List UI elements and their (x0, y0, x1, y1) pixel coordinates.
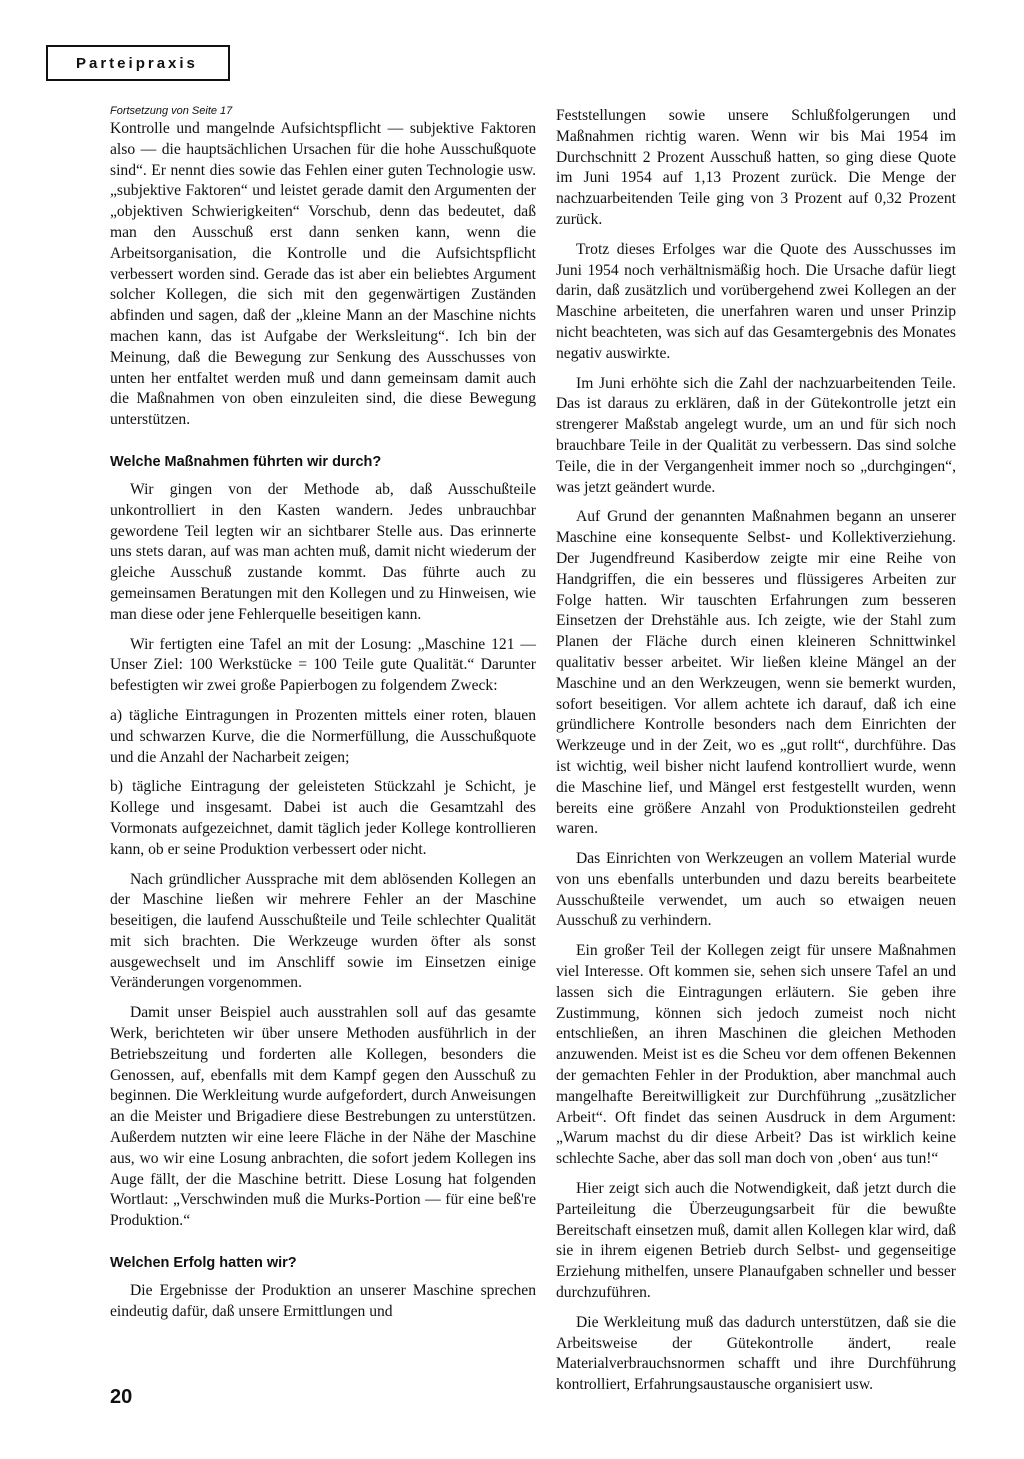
paragraph: Nach gründlicher Aussprache mit dem ablösenden Kollegen an der Maschine ließen wir mehrere Fehler an der Maschine beseitigen, die laufend Ausschußteile und Teile schlechter Qualität mit sich brachten. Die Werkzeuge wurden öfter als sonst ausgewechselt und im Anschliff sowie im Einsetzen einige Veränderungen vorgenommen. (110, 870, 536, 992)
paragraph: Hier zeigt sich auch die Notwendigkeit, daß jetzt durch die Parteileitung die Überzeugungsarbeit für die bewußte Bereitschaft einsetzen muß, damit allen Kollegen klar wird, daß sie in ihrem eigenen Betrieb durch Selbst- und gegenseitige Erziehung mithelfen, unsere Planaufgaben schneller und besser durchzuführen. (556, 1180, 956, 1302)
paragraph: Feststellungen sowie unsere Schlußfolgerungen und Maßnahmen richtig waren. Wenn wir bis Mai 1954 im Durchschnitt 2 Prozent Ausschuß hatten, so ging diese Quote im Juni 1954 auf 1,13 Prozent zurück. Die Menge der nachzuarbeitenden Teile ging von 3 Prozent auf 0,32 Prozent zurück. (556, 107, 956, 228)
section-heading: Welchen Erfolg hatten wir? (110, 1255, 297, 1272)
paragraph: Die Ergebnisse der Produktion an unserer Maschine sprechen eindeutig dafür, daß unsere Ermittlungen und (110, 1282, 536, 1320)
paragraph: Trotz dieses Erfolges war die Quote des Ausschusses im Juni 1954 noch verhältnismäßig hoch. Die Ursache dafür liegt darin, daß zusätzlich und vorübergehend zwei Kollegen an der Maschine arbeiteten, die unerfahren waren und unser Prinzip nicht beachteten, was sich auf das Gesamtergebnis des Monates negativ auswirkte. (556, 240, 956, 362)
paragraph: Wir fertigten eine Tafel an mit der Losung: „Maschine 121 — Unser Ziel: 100 Werkstücke = 100 Teile gute Qualität.“ Darunter befestigten wir zwei große Papierbogen zu folgendem Zweck: (110, 635, 536, 695)
paragraph: Kontrolle und mangelnde Aufsichtspflicht — subjektive Faktoren also — die hauptsächlichen Ursachen für die hohe Ausschußquote sind“. Er nennt dies sowie das Fehlen einer guten Technologie usw. „subjektive Faktoren“ und leistet gerade damit den Argumenten der „objektiven Schwierigkeiten“ Vorschub, denn das bedeutet, daß man den Ausschuß erst dann senken kann, wenn die Arbeitsorganisation, die Kontrolle und die Aufsichtspflicht verbessert worden sind. Gerade das ist aber ein beliebtes Argument solcher Kollegen, die sich mit den gegenwärtigen Zuständen abfinden und sagen, daß der „kleine Mann an der Maschine nichts machen kann, das ist Aufgabe der Werksleitung“. Ich bin der Meinung, daß die Bewegung zur Senkung des Ausschusses von unten her entfaltet werden muß und dann gemeinsam damit auch die Maßnahmen von oben einzuleiten sind, die diese Bewegung unterstützen. (110, 120, 536, 429)
section-header-label: Parteipraxis (76, 55, 198, 72)
paragraph: Das Einrichten von Werkzeugen an vollem Material wurde von uns ebenfalls unterbunden und dazu bereits bearbeitete Ausschußteile verwendet, um auch so etwaigen neuen Ausschuß zu verhindern. (556, 850, 956, 930)
paragraph: Die Werkleitung muß das dadurch unterstützen, daß sie die Arbeitsweise der Gütekontrolle ändert, reale Materialverbrauchsnormen schafft und ihre Durchführung kontrolliert, Erfahrungsaustausche organisiert usw. (556, 1313, 956, 1394)
continuation-note: Fortsetzung von Seite 17 (110, 105, 233, 117)
paragraph: Im Juni erhöhte sich die Zahl der nachzuarbeitenden Teile. Das ist daraus zu erklären, daß in der Gütekontrolle jetzt ein strengerer Maßstab angelegt wurde, um an und für sich noch brauchbare Teile in der Qualität zu verbessern. Das sind solche Teile, die in der Vergangenheit immer noch so „durchgingen“, was jetzt geändert wurde. (556, 374, 956, 496)
list-item: b) tägliche Eintragung der geleisteten Stückzahl je Schicht, je Kollege und insgesamt. Dabei ist auch die Gesamtzahl des Vormonats aufgezeichnet, damit täglich jeder Kollege kontrollieren kann, ob er seine Produktion verbessert oder nicht. (110, 778, 536, 858)
paragraph: Auf Grund der genannten Maßnahmen begann an unserer Maschine eine konsequente Selbst- und Kollektiverziehung. Der Jugendfreund Kasiberdow zeigte mir eine Reihe von Handgriffen, die ein besseres und flüssigeres Arbeiten zur Folge hatten. Wir tauschten Erfahrungen zum besseren Einsetzen der Drehstähle aus. Ich zeigte, wie der Stahl zum Planen der Fläche durch einen kleineren Schnittwinkel qualitativ besser arbeitet. Wir ließen kleine Mängel an der Maschine und an den Werkzeugen, wenn sie bemerkt wurden, sofort beseitigen. Vor allem achtete ich darauf, daß ich eine gründlichere Kontrolle besonders nach dem Einrichten der Werkzeuge und in der Zeit, wo es „gut rollt“, durchführe. Das ist wichtig, weil bisher nicht laufend kontrolliert wurde, wenn die Maschine lief, und Mängel erst festgestellt wurden, wenn bereits eine größere Anzahl von Produktionsteilen gedreht waren. (556, 508, 956, 838)
section-header-box (46, 45, 230, 81)
paragraph: Ein großer Teil der Kollegen zeigt für unsere Maßnahmen viel Interesse. Oft kommen sie, sehen sich unsere Tafel an und lassen sich die Eintragungen erläutern. Sie geben ihre Zustimmung, können sich jedoch zumeist noch nicht entschließen, an ihren Maschinen die gleichen Methoden anzuwenden. Meist ist es die Scheu vor dem offenen Bekennen der gemachten Fehler in der Produktion, aber manchmal auch mangelhafte Bereitwilligkeit zur Durchführung „zusätzlicher Arbeit“. Oft findet das seinen Ausdruck in dem Argument: „Warum machst du dir diese Arbeit? Das ist wirklich keine schlechte Sache, aber das soll man doch von ‚oben‘ aus tun!“ (556, 942, 956, 1168)
left-column (110, 104, 536, 1332)
paragraph: Wir gingen von der Methode ab, daß Ausschußteile unkontrolliert in den Kasten wandern. Jedes unbrauchbar gewordene Teil legten wir an sichtbarer Stelle aus. Das erinnerte uns stets daran, auf was man achten muß, damit nicht wiederum der gleiche Ausschuß zustande kommt. Das führte auch zu gemeinsamen Beratungen mit den Kollegen und zu Hinweisen, wie man diese oder jene Fehlerquelle beseitigen kann. (110, 480, 536, 623)
section-heading: Welche Maßnahmen führten wir durch? (110, 453, 382, 470)
page-number: 20 (110, 1386, 133, 1408)
right-column (556, 106, 956, 1405)
list-item: a) tägliche Eintragungen in Prozenten mittels einer roten, blauen und schwarzen Kurve, die die Normerfüllung, die Ausschußquote und die Anzahl der Nacharbeit zeigen; (110, 706, 536, 766)
paragraph: Damit unser Beispiel auch ausstrahlen soll auf das gesamte Werk, berichteten wir über unsere Methoden ausführlich in der Betriebszeitung und forderten alle Kollegen, besonders die Genossen, auf, ebenfalls mit dem Kampf gegen den Ausschuß zu beginnen. Die Werkleitung wurde aufgefordert, durch Anweisungen an die Meister und Brigadiere diese Bestrebungen zu unterstützen. Außerdem nutzten wir eine leere Fläche in der Nähe der Maschine aus, wo wir eine Losung anbrachten, die sofort jedem Kollegen ins Auge fällt, der die Maschine betritt. Diese Losung hat folgenden Wortlaut: „Verschwinden muß die Murks-Portion — für eine beß're Produktion.“ (110, 1004, 536, 1230)
